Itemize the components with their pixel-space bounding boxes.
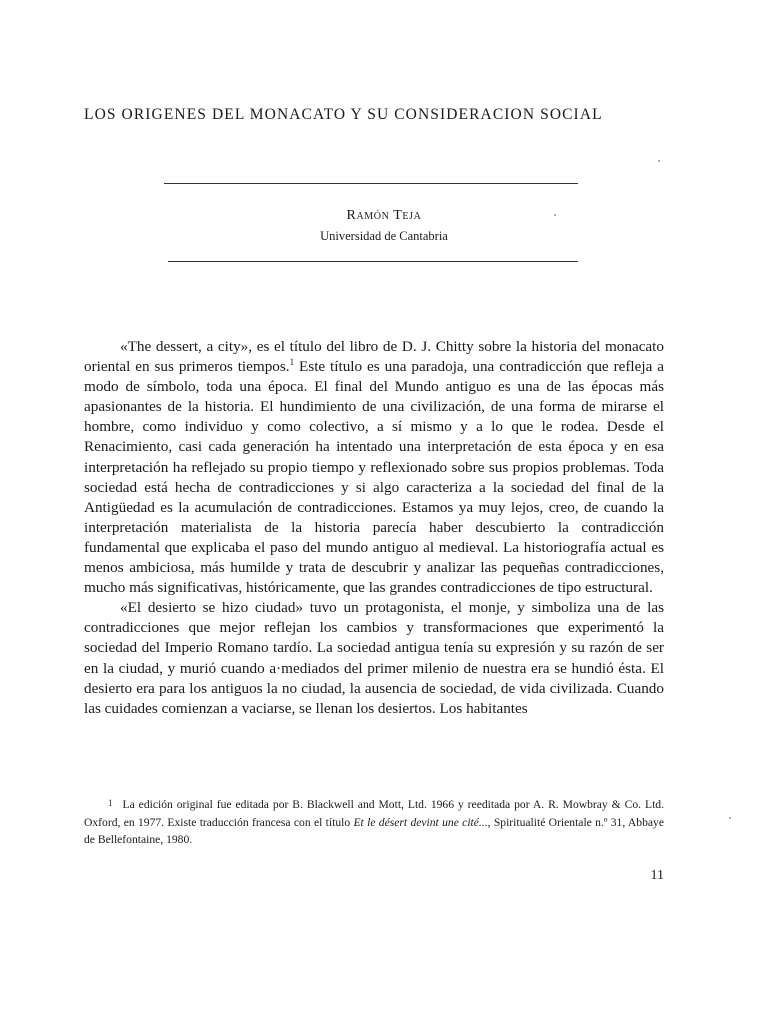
article-title: LOS ORIGENES DEL MONACATO Y SU CONSIDERACION SOCIAL	[84, 106, 603, 123]
paragraph-1	[84, 337, 664, 598]
author-affiliation: Universidad de Cantabria	[320, 229, 448, 243]
scan-speck	[729, 817, 731, 819]
paragraph-2: «El desierto se hizo ciudad» tuvo un protagonista, el monje, y simboliza una de las contradicciones que mejor reflejan los cambios y transformaciones que experimentó la sociedad del Imperio Romano tardío. La sociedad antigua tenía su expresión y su razón de ser en la ciudad, y murió cuando a·mediados del primer milenio de nuestra era se hundió ésta. El desierto era para los antiguos la no ciudad, la ausencia de sociedad, de vida civilizada. Cuando las cuidades comienzan a vaciarse, se llenan los desiertos. Los habitantes	[84, 599, 664, 717]
footnote	[84, 795, 664, 849]
footnote-italic-title: Et le désert devint une cité...	[353, 815, 488, 829]
author-name: Ramón Teja	[346, 208, 422, 223]
footnote-text-a: La edición original fue editada por B. Blackwell and Mott, Ltd. 1966 y reeditada por A. R. Mowbray & Co. Ltd. Oxford, en 1977. Existe traducción francesa con el título	[84, 798, 664, 829]
bottom-divider	[168, 261, 578, 262]
scan-speck	[658, 160, 660, 162]
top-divider	[164, 183, 578, 184]
footnote-reference[interactable]: 1	[289, 357, 295, 368]
scan-speck	[554, 214, 556, 216]
paragraph-1-text-a: «The dessert, a city», es el título del libro de D. J. Chitty sobre la historia del monacato oriental en sus primeros tiempos.	[84, 338, 664, 376]
footnote-mark: 1	[108, 798, 113, 808]
footnote-text-b: , Spiritualité Orientale n.º 31, Abbaye de Bellefontaine, 1980.	[84, 815, 664, 846]
article-body	[84, 337, 664, 719]
paragraph-1-text-b: Este título es una paradoja, una contradicción que refleja a modo de símbolo, toda una época. El final del Mundo antiguo es una de las épocas más apasionantes de la historia. El hundimiento de una civilización, de una forma de mirarse el hombre, como individuo y como colectivo, a sí mismo y a lo que le rodea. Desde el Renacimiento, casi cada generación ha intentado una interpretación de esta época y en esa interpretación ha reflejado su propio tiempo y reflexionado sobre sus propios problemas. Toda sociedad está hecha de contradicciones y si algo caracteriza a la sociedad del final de la Antigüedad es la acumulación de contradicciones. Estamos ya muy lejos, creo, de cuando la interpretación materialista de la historia parecía haber descubierto la contradicción fundamental que explicaba el paso del mundo antiguo al medieval. La historiografía actual es menos ambiciosa, más humilde y trata de descubrir y analizar las pequeñas contradicciones, mucho más significativas, históricamente, que las grandes contradicciones de tipo estructural.	[84, 358, 664, 597]
page-number: 11	[650, 868, 664, 883]
